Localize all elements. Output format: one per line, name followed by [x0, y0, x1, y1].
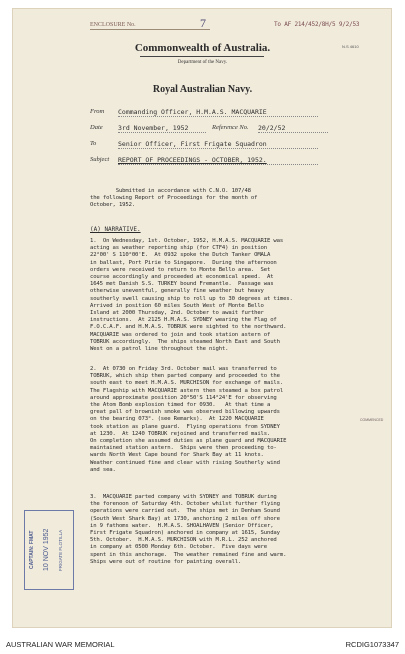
date-value: 3rd November, 1952	[118, 124, 206, 133]
section-heading-text: (A) NARRATIVE.	[90, 226, 141, 233]
enclosure-label: ENCLOSURE No.	[90, 22, 210, 30]
stamp-flotilla: FRIGATE FLOTILLA	[58, 529, 63, 571]
intro-paragraph: Submitted in accordance with C.N.O. 107/48 the following Report of Proceedings for the month of October, 1952.	[90, 188, 258, 209]
subject-value: REPORT OF PROCEEDINGS - OCTOBER, 1952.	[118, 156, 318, 165]
paragraph-2: 2. At 0730 on Friday 3rd. October mail was transferred to TOBRUK, which ship then parted company and proceeded to the south east to meet H.M.A.S. MURCHISON for exchange of mails. The Flagship with MACQUARIE astern then steamed a box patrol around approximate position 20°50'S 114°24'E for observing the Atom Bomb explosion timed for 0930. At that time a great pall of brownish smoke was observed billowing upwards on the bearing 073°. (see Remarks). At 1220 MACQUARIE took station as plane guard. Flying operations from SYDNEY at 1230. At 1240 TOBRUK rejoined and transferred mails. On completion she assumed duties as plane guard and MACQUARIE maintained station astern. Ships were then proceeding to- wards North West Cape bound for Shark Bay at 11 knots. Weather continued fine and clear with rising Southerly wind and sea.	[90, 366, 287, 473]
archive-id: RCDIG1073347	[345, 640, 399, 649]
reference-value: 20/2/52	[258, 124, 328, 133]
received-stamp	[24, 510, 74, 590]
section-heading	[90, 226, 141, 233]
subject-label: Subject	[90, 156, 110, 163]
letterhead-title: Commonwealth of Australia.	[134, 42, 271, 54]
margin-annotation: COMMENCED	[360, 418, 384, 422]
enclosure-number: 7	[200, 16, 206, 30]
letterhead-rule	[140, 56, 264, 57]
to-label: To	[90, 140, 97, 147]
reference-label: Reference No.	[212, 124, 249, 131]
department-line: Department of the Navy.	[177, 60, 228, 65]
handwritten-reference: To AF 214/452/8H/5 9/2/53	[274, 21, 360, 28]
archive-credit: AUSTRALIAN WAR MEMORIAL	[6, 640, 115, 649]
from-value: Commanding Officer, H.M.A.S. MACQUARIE	[118, 108, 318, 117]
paragraph-1: 1. On Wednesday, 1st. October, 1952, H.M.A.S. MACQUARIE was acting as weather reporting ship (for CTF4) in position 22°00' S 110°00'E. At 0932 spoke the Dutch Tanker OMALA in ballast, Port Pirie to Singapore. During the afternoon orders were received to return to Monte Bello area. Set course accordingly and proceeded at economical speed. At 1645 met Danish S.S. TURKEY bound Fremantle. Passage was otherwise uneventful, generally fine weather but heavy southerly swell causing ship to roll up to 30 degrees at times. Arrived in position 60 miles South West of Monte Bello Island at 2000 Thursday, 2nd. October to await further instructions. At 2125 H.M.A.S. SYDNEY wearing the Flag of F.O.C.A.F. and H.M.A.S. TOBRUK were sighted to the northward. MACQUARIE was ordered to join and took station astern of TOBRUK accordingly. The ships steamed North East and South West on a patrol line throughout the night.	[90, 238, 293, 353]
service-title: Royal Australian Navy.	[152, 84, 253, 95]
to-value: Senior Officer, First Frigate Squadron	[118, 140, 318, 149]
paragraph-3: 3. MACQUARIE parted company with SYDNEY and TOBRUK during the forenoon of Saturday 4th. October whilst further flying operations were carried out. The ships met in Denham Sound (South West Shark Bay) at 1730, anchoring 2 miles off shore in 9 fathoms water. H.M.A.S. SHOALHAVEN (Senior Officer, First Frigate Squadron) anchored in company at 1615, Sunday 5th. October. H.M.A.S. MURCHISON with M.R.L. 252 anchored in company at 0500 Monday 6th. October. Five days were spent in this anchorage. The weather remained fine and warm. Ships were out of routine for painting overall.	[90, 494, 287, 565]
stamp-date: 10 NOV 1952	[43, 528, 50, 572]
form-code: N.S 4610	[342, 44, 359, 49]
date-label: Date	[90, 124, 103, 131]
from-label: From	[90, 108, 105, 115]
stamp-captain: CAPTAIN: FMAT	[29, 530, 35, 570]
